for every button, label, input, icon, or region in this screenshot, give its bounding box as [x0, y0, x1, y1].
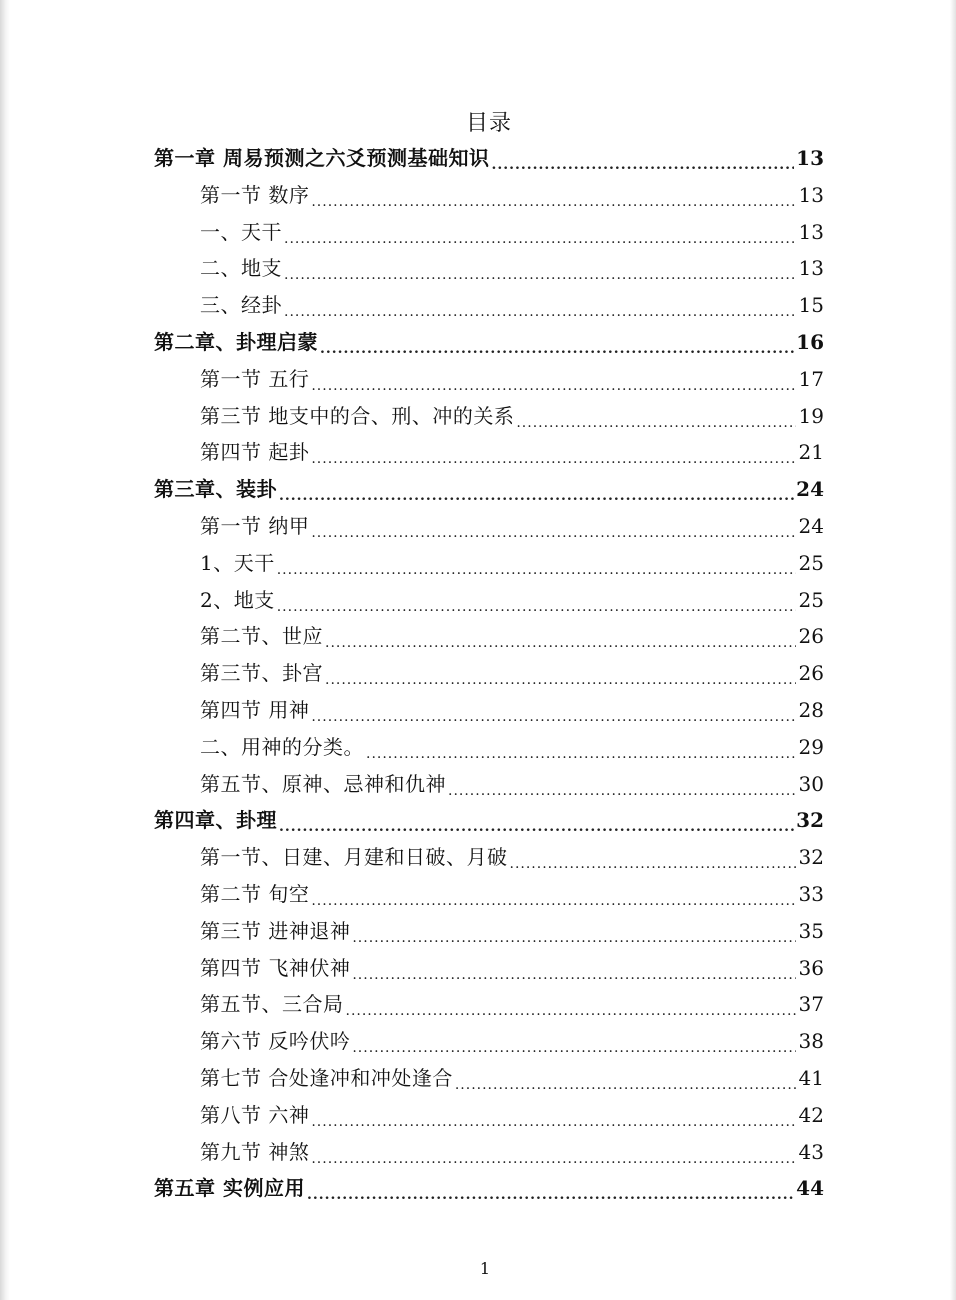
toc-entry-label: 第三章、装卦	[154, 477, 277, 502]
toc-dot-leader	[311, 437, 796, 474]
toc-section-entry[interactable]	[200, 618, 824, 655]
toc-dot-leader	[325, 621, 796, 658]
toc-section-entry[interactable]	[200, 177, 824, 214]
toc-dot-leader	[311, 1100, 796, 1137]
toc-entry-page: 28	[798, 698, 824, 722]
toc-entry-page: 21	[798, 440, 824, 465]
toc-dot-leader	[352, 916, 796, 953]
toc-entry-label: 第一章 周易预测之六爻预测基础知识	[154, 146, 490, 170]
toc-section-entry[interactable]	[200, 250, 824, 287]
toc-entry-page: 35	[798, 918, 824, 943]
toc-section-entry[interactable]	[200, 1060, 824, 1097]
toc-entry-page: 30	[798, 771, 824, 796]
toc-entry-label: 第一节 数序	[200, 182, 310, 207]
toc-entry-label: 2、地支	[200, 587, 275, 612]
toc-section-entry[interactable]	[200, 434, 824, 471]
page-number: 1	[479, 1259, 491, 1278]
toc-chapter-entry[interactable]	[154, 1170, 824, 1207]
toc-section-entry[interactable]	[200, 1134, 824, 1171]
toc-dot-leader	[277, 585, 796, 622]
toc-entry-page: 16	[796, 330, 824, 354]
toc-title: 目录	[465, 111, 512, 136]
toc-entry-label: 第二节、世应	[200, 624, 323, 649]
toc-dot-leader	[311, 695, 796, 732]
toc-entry-page: 17	[798, 366, 824, 391]
toc-section-entry[interactable]	[200, 692, 824, 729]
toc-entry-label: 第三节 进神退神	[200, 918, 351, 943]
toc-section-entry[interactable]	[200, 766, 824, 803]
toc-entry-page: 38	[798, 1029, 824, 1054]
toc-entry-page: 32	[798, 845, 824, 870]
toc-entry-label: 1、天干	[200, 550, 275, 575]
toc-dot-leader	[311, 364, 796, 401]
toc-dot-leader	[311, 511, 796, 548]
toc-dot-leader	[311, 879, 796, 916]
toc-entry-page: 13	[798, 219, 824, 244]
toc-entry-page: 24	[796, 477, 824, 502]
toc-entry-label: 第四章、卦理	[154, 808, 277, 833]
toc-entry-label: 二、地支	[200, 256, 282, 281]
toc-entry-page: 32	[796, 808, 824, 833]
toc-chapter-entry[interactable]	[154, 802, 824, 839]
toc-entry-label: 第五节、原神、忌神和仇神	[200, 771, 446, 796]
toc-entry-page: 26	[798, 661, 824, 686]
toc-entry-label: 第八节 六神	[200, 1102, 310, 1127]
toc-entry-label: 一、天干	[200, 219, 282, 244]
page-edge-shadow-right	[950, 0, 956, 1300]
toc-dot-leader	[325, 658, 796, 695]
toc-section-entry[interactable]	[200, 913, 824, 950]
toc-entry-label: 第四节 起卦	[200, 440, 310, 465]
toc-section-entry[interactable]	[200, 398, 824, 435]
toc-entry-label: 第五章 实例应用	[154, 1176, 305, 1201]
toc-dot-leader	[307, 1173, 794, 1210]
toc-entry-page: 24	[798, 514, 824, 538]
toc-entry-label: 第九节 神煞	[200, 1139, 310, 1164]
toc-chapter-entry[interactable]	[154, 324, 824, 361]
toc-dot-leader	[346, 989, 797, 1026]
toc-entry-label: 第二节 旬空	[200, 882, 310, 906]
toc-entry-page: 25	[798, 587, 824, 612]
toc-dot-leader	[455, 1063, 796, 1100]
toc-section-entry[interactable]	[200, 545, 824, 582]
toc-dot-leader	[491, 143, 794, 180]
toc-entry-page: 19	[798, 403, 824, 428]
toc-entry-label: 第一节、日建、月建和日破、月破	[200, 845, 508, 870]
toc-entry-page: 26	[798, 624, 824, 649]
toc-entry-label: 第七节 合处逢冲和冲处逢合	[200, 1066, 453, 1090]
toc-chapter-entry[interactable]	[154, 471, 824, 508]
toc-entry-label: 三、经卦	[200, 293, 282, 318]
toc-section-entry[interactable]	[200, 508, 824, 545]
toc-section-entry[interactable]	[200, 655, 824, 692]
toc-entry-label: 第一节 五行	[200, 366, 310, 391]
toc-section-entry[interactable]	[200, 986, 824, 1023]
toc-dot-leader	[284, 217, 796, 254]
toc-dot-leader	[352, 953, 796, 990]
toc-entry-page: 44	[796, 1176, 824, 1201]
toc-section-entry[interactable]	[200, 361, 824, 398]
page-edge-shadow	[0, 0, 10, 1300]
toc-section-entry[interactable]	[200, 214, 824, 251]
toc-dot-leader	[311, 180, 796, 217]
toc-dot-leader	[284, 290, 796, 327]
toc-chapter-entry[interactable]	[154, 140, 824, 177]
toc-entry-page: 43	[798, 1139, 824, 1164]
toc-dot-leader	[352, 1026, 796, 1063]
toc-dot-leader	[320, 327, 794, 364]
toc-dot-leader	[279, 474, 794, 511]
toc-entry-page: 13	[798, 182, 824, 207]
toc-entry-label: 第三节、卦宫	[200, 661, 323, 686]
toc-entry-label: 第四节 用神	[200, 698, 310, 722]
toc-section-entry[interactable]	[200, 287, 824, 324]
toc-section-entry[interactable]	[200, 582, 824, 619]
toc-entry-page: 33	[798, 882, 824, 906]
toc-section-entry[interactable]	[200, 1023, 824, 1060]
toc-entry-page: 42	[798, 1102, 824, 1127]
toc-entry-label: 第二章、卦理启蒙	[154, 330, 318, 354]
toc-dot-leader	[284, 253, 796, 290]
toc-entry-page: 37	[798, 992, 824, 1017]
toc-dot-leader	[279, 805, 794, 842]
toc-entry-page: 15	[798, 293, 824, 318]
toc-section-entry[interactable]	[200, 1097, 824, 1134]
toc-dot-leader	[311, 1137, 796, 1174]
toc-entry-page: 29	[798, 734, 824, 759]
toc-dot-leader	[277, 548, 796, 585]
toc-section-entry[interactable]	[200, 876, 824, 913]
toc-dot-leader	[516, 401, 796, 438]
toc-dot-leader	[366, 732, 796, 769]
toc-section-entry[interactable]	[200, 729, 824, 766]
toc-entry-label: 第三节 地支中的合、刑、冲的关系	[200, 403, 515, 428]
toc-entry-label: 第四节 飞神伏神	[200, 955, 351, 980]
toc-entry-page: 41	[798, 1066, 824, 1090]
toc-dot-leader	[510, 842, 797, 879]
toc-section-entry[interactable]	[200, 950, 824, 987]
toc-entry-page: 13	[798, 256, 824, 281]
toc-entry-label: 第六节 反吟伏吟	[200, 1029, 351, 1054]
toc-entry-page: 25	[798, 550, 824, 575]
toc-entry-page: 13	[796, 146, 824, 170]
toc-entry-label: 第一节 纳甲	[200, 514, 310, 538]
toc-entry-label: 第五节、三合局	[200, 992, 344, 1017]
toc-entry-label: 二、用神的分类。	[200, 734, 364, 759]
toc-section-entry[interactable]	[200, 839, 824, 876]
toc-dot-leader	[448, 769, 796, 806]
toc-entry-page: 36	[798, 955, 824, 980]
